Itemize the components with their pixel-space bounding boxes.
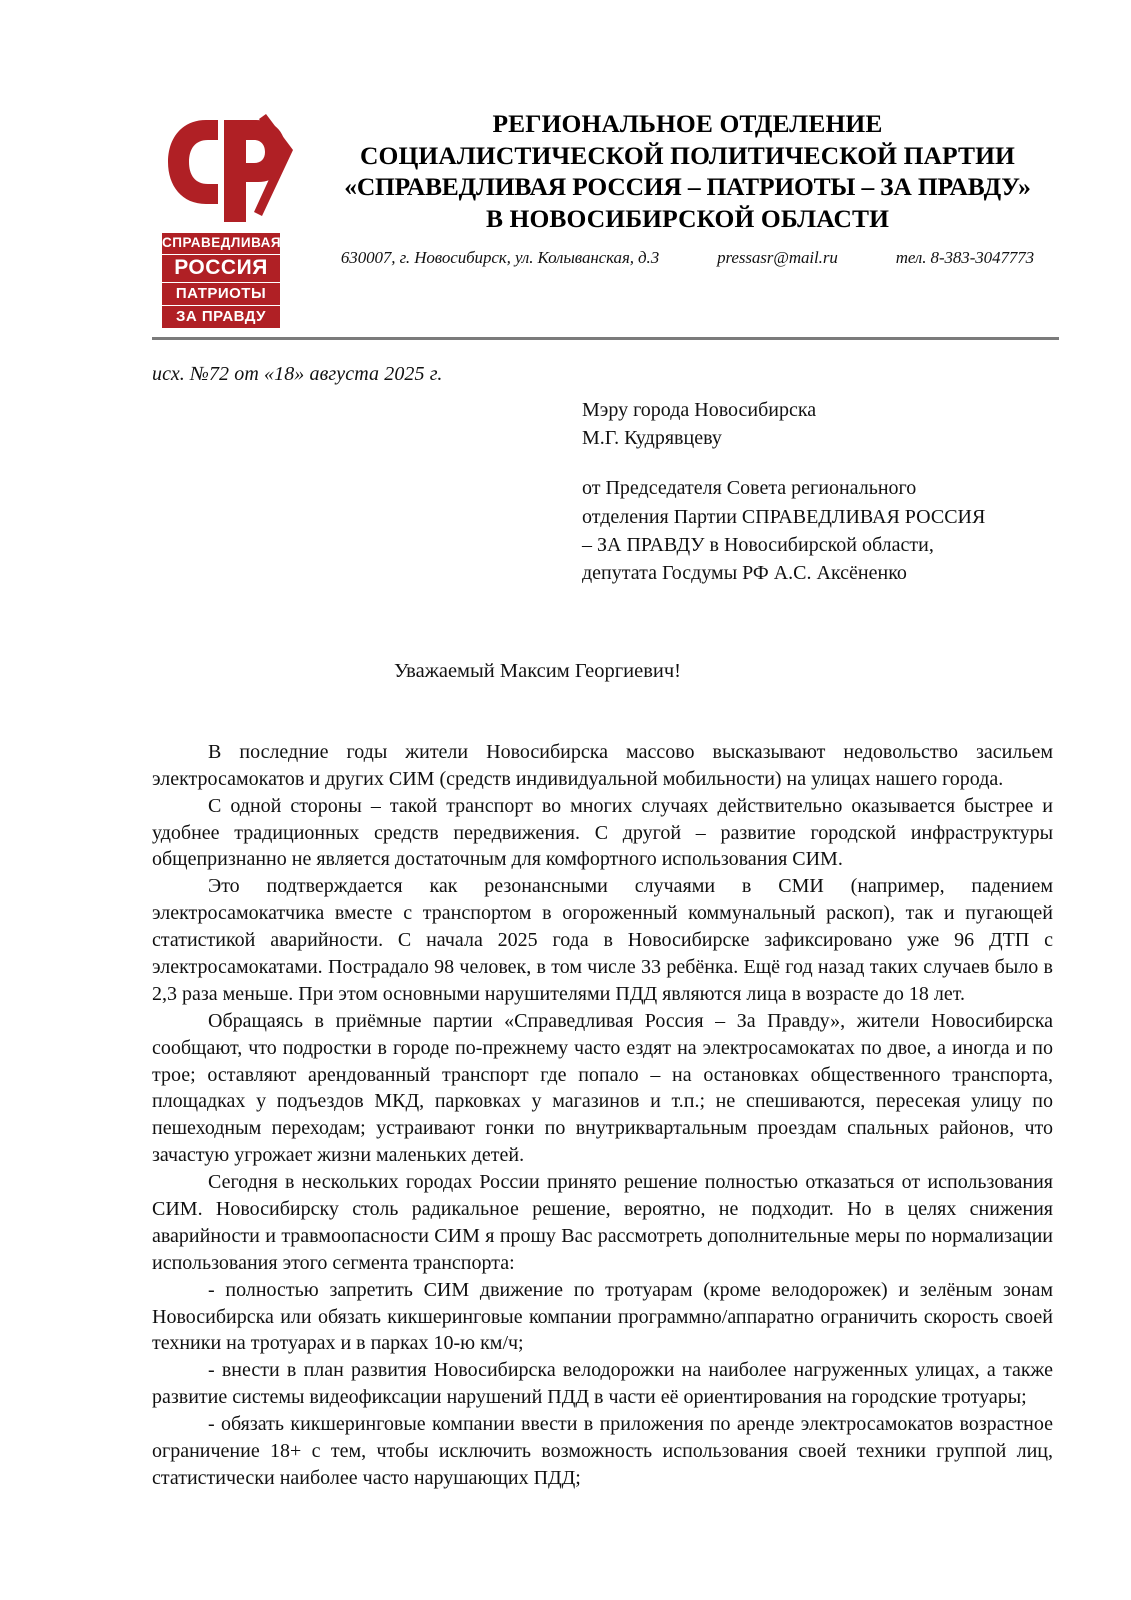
request-item: - полностью запретить СИМ движение по тротуарам (кроме велодорожек) и зелёным зонам Новосибирска или обязать кикшеринговые компании программно/аппаратно ограничить скорость своей техники на тротуарах и в парках 10-ю км/ч; [152,1278,1053,1355]
org-title-line-1: РЕГИОНАЛЬНОЕ ОТДЕЛЕНИЕ [492,109,883,138]
sender-line-1: от Председателя Совета регионального [582,477,917,500]
addressee-line-2: М.Г. Кудрявцеву [582,426,722,449]
paragraph: В последние годы жители Новосибирска массово высказывают недовольство засильем электросамокатов и других СИМ (средств индивидуальной мобильности) на улицах нашего города. [152,740,1053,790]
sender-line-2: отделения Партии СПРАВЕДЛИВАЯ РОССИЯ [582,505,986,528]
letterhead [0,0,1131,328]
phone-number: тел. 8-383-3047773 [895,248,1035,268]
org-title-line-2: СОЦИАЛИСТИЧЕСКОЙ ПОЛИТИЧЕСКОЙ ПАРТИИ [360,140,1015,170]
logo-word-2: РОССИЯ [162,254,280,282]
request-item: - внести в план развития Новосибирска велодорожки на наиболее нагруженных улицах, а также развитие системы видеофиксации нарушений ПДД в части её ориентирования на городские тротуары; [152,1359,1053,1409]
logo-word-4: ЗА ПРАВДУ [162,305,280,328]
party-logo [162,112,294,328]
email-address: pressasr@mail.ru [717,248,838,268]
contact-line [316,248,1059,268]
addressee-block [582,396,1053,588]
sender-line-4: депутата Госдумы РФ А.С. Аксёненко [582,562,907,585]
letterhead-text [294,108,1059,268]
paragraph: С одной стороны – такой транспорт во многих случаях действительно оказывается быстрее и удобнее традиционных средств передвижения. С другой – развитие городской инфраструктуры общепризнанно не является достаточным для комфортного использования СИМ. [152,794,1053,871]
postal-address: 630007, г. Новосибирск, ул. Колыванская, д.3 [340,248,660,268]
letterhead-divider-wrap [0,337,1131,340]
addressee-line-1: Мэру города Новосибирска [582,398,817,421]
org-title-line-4: В НОВОСИБИРСКОЙ ОБЛАСТИ [485,203,890,233]
logo-word-1: СПРАВЕДЛИВАЯ [162,232,280,254]
sender-line-3: – ЗА ПРАВДУ в Новосибирской области, [582,534,934,557]
logo-word-3: ПАТРИОТЫ [162,282,280,305]
org-title-line-3: «СПРАВЕДЛИВАЯ РОССИЯ – ПАТРИОТЫ – ЗА ПРАВДУ» [344,172,1031,202]
request-item: - обязать кикшеринговые компании ввести в приложения по аренде электросамокатов возрастное ограничение 18+ с тем, чтобы исключить возможность использования своей техники группой лиц, статистически наиболее часто нарушающих ПДД; [152,1413,1053,1489]
paragraph: Сегодня в нескольких городах России принято решение полностью отказаться от использования СИМ. Новосибирску столь радикальное решение, вероятно, не подходит. Но в целях снижения аварийности и травмоопасности СИМ я прошу Вас рассмотреть дополнительные меры по нормализации использования этого сегмента транспорта: [152,1171,1053,1274]
outgoing-reference: исх. №72 от «18» августа 2025 г. [152,362,443,385]
addressee-spacer [582,452,1053,474]
paragraph: Обращаясь в приёмные партии «Справедливая Россия – За Правду», жители Новосибирска сообщают, что подростки в городе по-прежнему часто ездят на электросамокатах по двое, а иногда и по трое; оставляют арендованный транспорт где попало – на остановках общественного транспорта, площадках у подъездов МКД, парковках у магазинов и т.п.; не спешиваются, пересекая улицу по пешеходным переходам; устраивают гонки по внутриквартальным проездам спальных районов, что зачастую угрожает жизни маленьких детей. [152,1009,1053,1167]
sr-logo-icon [162,112,294,234]
paragraph: Это подтверждается как резонансными случаями в СМИ (например, падением электросамокатчика вместе с транспортом в огороженный коммунальный раскоп), так и пугающей статистикой аварийности. С начала 2025 года в Новосибирске зафиксировано уже 96 ДТП с электросамокатами. Пострадало 98 человек, в том числе 33 ребёнка. Ещё год назад таких случаев было в 2,3 раза меньше. При этом основными нарушителями ПДД являются лица в возрасте до 18 лет. [152,875,1053,1005]
logo-wordmark [162,232,280,328]
letterhead-divider [152,337,1059,340]
organization-title [316,108,1059,234]
letter-body [0,363,1131,1492]
letter-paragraphs [152,739,1053,1492]
salutation: Уважаемый Максим Георгиевич! [393,659,681,682]
